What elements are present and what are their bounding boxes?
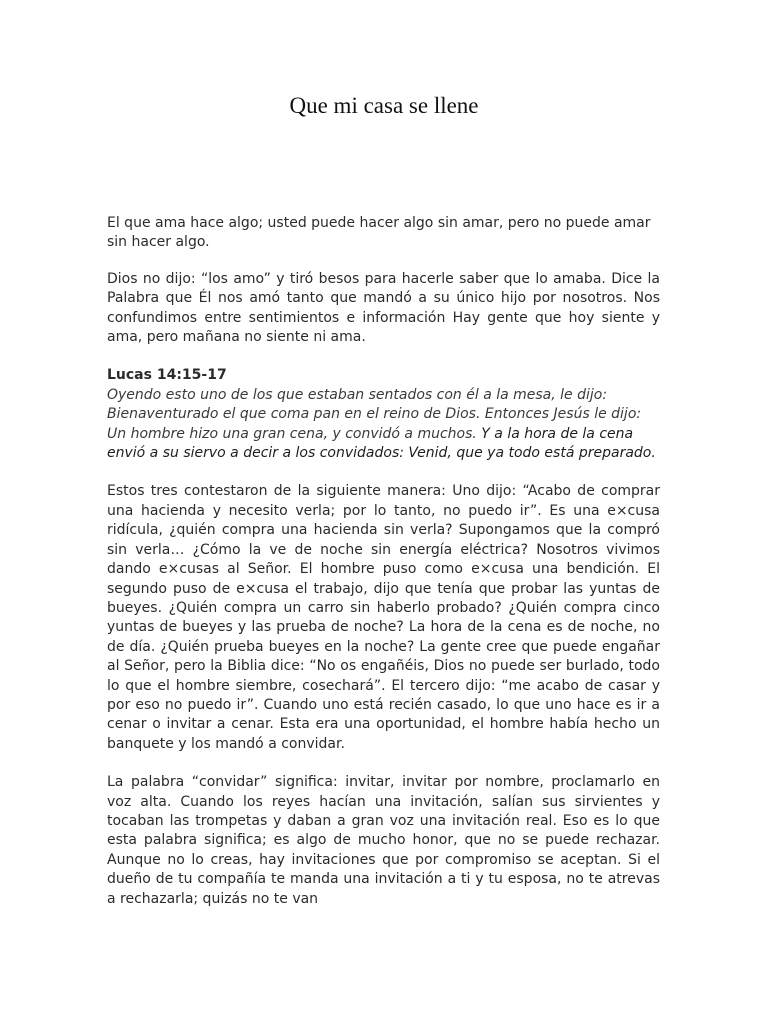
paragraph-convidar: La palabra “convidar” significa: invitar, invitar por nombre, proclamarlo en voz alta. Cuando los reyes hacían una invitación, salían sus sirvientes y tocaban las trompetas y daban a gran voz una invitación real. Eso es lo que esta palabra significa; es algo de mucho honor, que no se puede rechazar. Aunque no lo creas, hay invitaciones que por compromiso se aceptan. Si el dueño de tu compañía te manda una invitación a ti y tu esposa, no te atrevas a rechazarla; quizás no te van [107, 774, 660, 907]
paragraph-excusas: Estos tres contestaron de la siguiente manera: Uno dijo: “Acabo de comprar una hacienda y necesito verla; por lo tanto, no puedo ir”. Es una e×cusa ridícula, ¿quién compra una hacienda sin verla? Supongamos que la compró sin verla… ¿Cómo la ve de noche sin energía eléctrica? Nosotros vivimos dando e×cusas al Señor. El hombre puso como e×cusa una bendición. El segundo puso de e×cusa el trabajo, dijo que tenía que probar las yuntas de bueyes. ¿Quién compra un carro sin haberlo probado? ¿Quién compra cinco yuntas de bueyes y las prueba de noche? La hora de la cena es de noche, no de día. ¿Quién prueba bueyes en la noche? La gente cree que puede engañar al Señor, pero la Biblia dice: “No os engañéis, Dios no puede ser burlado, todo lo que el hombre siembre, cosechará”. El tercero dijo: “me acabo de casar y por eso no puedo ir”. Cuando uno está recién casado, lo que uno hace es ir a cenar o invitar a cenar. Esta era una oportunidad, el hombre había hecho un banquete y los mandó a convidar. [107, 483, 660, 752]
document-body [107, 214, 660, 928]
scripture-quote-part-2: Y a la hora de la cena envió a su siervo a decir a los convidados: Venid, que ya todo está preparado. [107, 425, 656, 462]
paragraph-dios-no-dijo: Dios no dijo: “los amo” y tiró besos para hacerle saber que lo amaba. Dice la Palabra que Él nos amó tanto que mandó a su único hijo por nosotros. Nos confundimos entre sentimientos e información Hay gente que hoy siente y ama, pero mañana no siente ni ama. [107, 270, 660, 346]
scripture-quote [107, 386, 660, 464]
page-title: Que mi casa se llene [289, 93, 479, 118]
scripture-reference: Lucas 14:15-17 [107, 367, 227, 384]
paragraph-intro: El que ama hace algo; usted puede hacer algo sin amar, pero no puede amar sin hacer algo. [107, 215, 651, 251]
scripture-quote-part-1: Oyendo esto uno de los que estaban sentados con él a la mesa, le dijo: Bienaventurado el que coma pan en el reino de Dios. Entonces Jesús le dijo: Un hombre hizo una gran cena, y convidó a muchos. [107, 386, 642, 442]
